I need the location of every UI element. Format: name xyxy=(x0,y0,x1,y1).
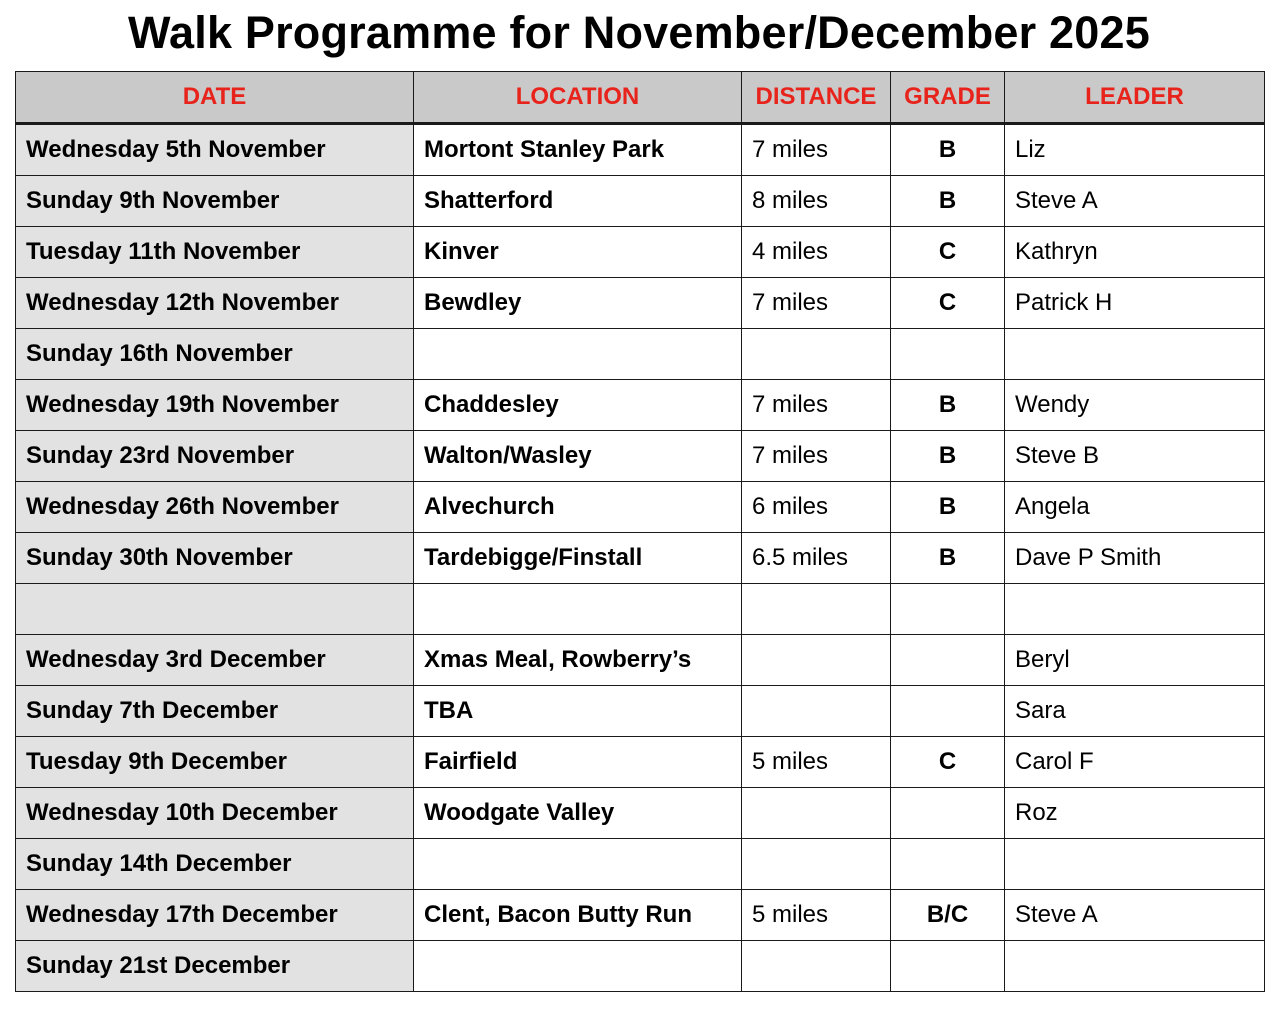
cell-date: Wednesday 17th December xyxy=(16,890,414,941)
cell-location xyxy=(414,329,742,380)
cell-leader: Steve B xyxy=(1005,431,1265,482)
cell-leader: Angela xyxy=(1005,482,1265,533)
cell-date: Sunday 9th November xyxy=(16,176,414,227)
table-row xyxy=(16,380,1265,431)
cell-leader: Carol F xyxy=(1005,737,1265,788)
cell-location: Woodgate Valley xyxy=(414,788,742,839)
cell-grade xyxy=(891,788,1005,839)
cell-grade xyxy=(891,329,1005,380)
cell-leader: Beryl xyxy=(1005,635,1265,686)
cell-grade: B xyxy=(891,482,1005,533)
cell-date: Wednesday 10th December xyxy=(16,788,414,839)
cell-leader: Wendy xyxy=(1005,380,1265,431)
table-row xyxy=(16,431,1265,482)
cell-distance: 7 miles xyxy=(742,431,891,482)
cell-date: Sunday 30th November xyxy=(16,533,414,584)
walk-programme-table xyxy=(15,71,1265,992)
header-grade: GRADE xyxy=(891,72,1005,124)
cell-grade: B xyxy=(891,431,1005,482)
cell-leader: Patrick H xyxy=(1005,278,1265,329)
table-row xyxy=(16,686,1265,737)
page-title: Walk Programme for November/December 2025 xyxy=(128,7,1150,58)
cell-leader xyxy=(1005,584,1265,635)
header-date: DATE xyxy=(16,72,414,124)
cell-distance: 4 miles xyxy=(742,227,891,278)
cell-leader: Kathryn xyxy=(1005,227,1265,278)
cell-leader: Dave P Smith xyxy=(1005,533,1265,584)
cell-date: Tuesday 11th November xyxy=(16,227,414,278)
table-body xyxy=(16,124,1265,992)
cell-distance xyxy=(742,788,891,839)
cell-distance: 7 miles xyxy=(742,124,891,176)
table-row xyxy=(16,584,1265,635)
cell-distance xyxy=(742,839,891,890)
cell-location: Walton/Wasley xyxy=(414,431,742,482)
cell-date: Wednesday 5th November xyxy=(16,124,414,176)
header-distance: DISTANCE xyxy=(742,72,891,124)
cell-date: Sunday 7th December xyxy=(16,686,414,737)
cell-location: Chaddesley xyxy=(414,380,742,431)
cell-date: Wednesday 12th November xyxy=(16,278,414,329)
cell-distance: 7 miles xyxy=(742,380,891,431)
header-leader: LEADER xyxy=(1005,72,1265,124)
cell-grade xyxy=(891,839,1005,890)
cell-grade: B xyxy=(891,380,1005,431)
cell-grade xyxy=(891,584,1005,635)
table-row xyxy=(16,941,1265,992)
cell-leader: Steve A xyxy=(1005,890,1265,941)
cell-date: Sunday 14th December xyxy=(16,839,414,890)
table-row xyxy=(16,278,1265,329)
cell-grade: B/C xyxy=(891,890,1005,941)
cell-date: Sunday 16th November xyxy=(16,329,414,380)
cell-location: TBA xyxy=(414,686,742,737)
cell-leader: Roz xyxy=(1005,788,1265,839)
cell-date: Sunday 21st December xyxy=(16,941,414,992)
cell-leader xyxy=(1005,839,1265,890)
cell-grade: B xyxy=(891,176,1005,227)
table-row xyxy=(16,737,1265,788)
cell-leader xyxy=(1005,329,1265,380)
cell-distance: 6 miles xyxy=(742,482,891,533)
cell-distance xyxy=(742,635,891,686)
cell-distance xyxy=(742,329,891,380)
cell-location: Fairfield xyxy=(414,737,742,788)
cell-distance: 7 miles xyxy=(742,278,891,329)
table-row xyxy=(16,890,1265,941)
cell-grade: B xyxy=(891,124,1005,176)
cell-date: Wednesday 19th November xyxy=(16,380,414,431)
cell-date xyxy=(16,584,414,635)
cell-distance: 5 miles xyxy=(742,737,891,788)
cell-location: Kinver xyxy=(414,227,742,278)
cell-location: Tardebigge/Finstall xyxy=(414,533,742,584)
cell-distance xyxy=(742,686,891,737)
cell-grade xyxy=(891,635,1005,686)
table-row xyxy=(16,533,1265,584)
cell-distance: 8 miles xyxy=(742,176,891,227)
table-header xyxy=(16,72,1265,124)
table-row xyxy=(16,124,1265,176)
header-row xyxy=(16,72,1265,124)
cell-distance: 6.5 miles xyxy=(742,533,891,584)
cell-distance: 5 miles xyxy=(742,890,891,941)
cell-leader xyxy=(1005,941,1265,992)
cell-date: Tuesday 9th December xyxy=(16,737,414,788)
table-row xyxy=(16,227,1265,278)
cell-location xyxy=(414,941,742,992)
cell-leader: Liz xyxy=(1005,124,1265,176)
cell-leader: Sara xyxy=(1005,686,1265,737)
cell-distance xyxy=(742,584,891,635)
cell-location: Alvechurch xyxy=(414,482,742,533)
cell-date: Sunday 23rd November xyxy=(16,431,414,482)
cell-location: Mortont Stanley Park xyxy=(414,124,742,176)
cell-location: Clent, Bacon Butty Run xyxy=(414,890,742,941)
header-location: LOCATION xyxy=(414,72,742,124)
cell-grade: C xyxy=(891,227,1005,278)
cell-location: Shatterford xyxy=(414,176,742,227)
cell-location xyxy=(414,584,742,635)
cell-location xyxy=(414,839,742,890)
cell-date: Wednesday 26th November xyxy=(16,482,414,533)
table-row xyxy=(16,329,1265,380)
cell-grade: B xyxy=(891,533,1005,584)
cell-location: Xmas Meal, Rowberry’s xyxy=(414,635,742,686)
table-row xyxy=(16,176,1265,227)
table-row xyxy=(16,635,1265,686)
cell-location: Bewdley xyxy=(414,278,742,329)
cell-distance xyxy=(742,941,891,992)
cell-grade: C xyxy=(891,737,1005,788)
cell-grade xyxy=(891,941,1005,992)
cell-grade xyxy=(891,686,1005,737)
cell-grade: C xyxy=(891,278,1005,329)
cell-date: Wednesday 3rd December xyxy=(16,635,414,686)
cell-leader: Steve A xyxy=(1005,176,1265,227)
table-row xyxy=(16,788,1265,839)
table-row xyxy=(16,839,1265,890)
table-row xyxy=(16,482,1265,533)
